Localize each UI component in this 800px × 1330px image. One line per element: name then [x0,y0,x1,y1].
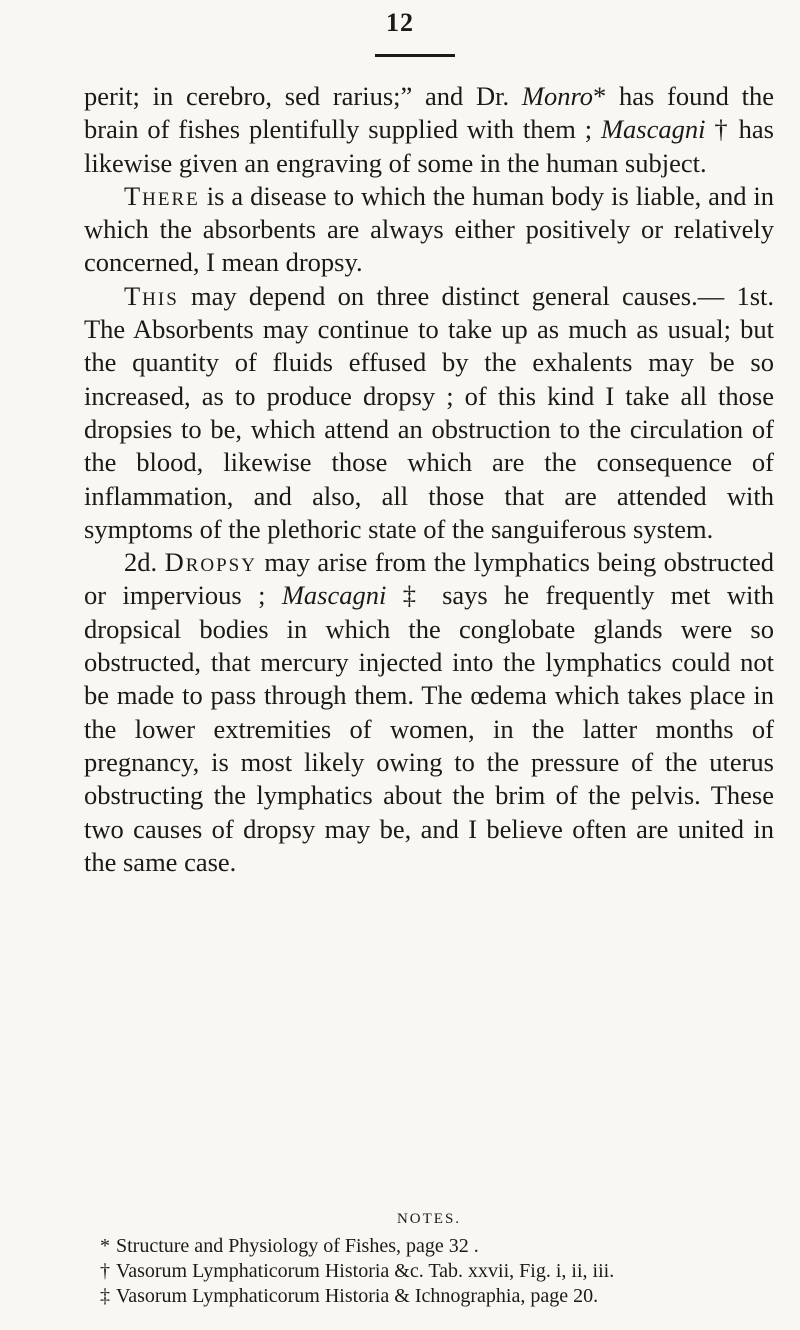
text-run: perit; in cerebro, sed rarius;” and Dr. [84,81,522,111]
italic-text: Mascagni [281,580,387,611]
page-number: 12 [386,8,414,37]
text-run: may arise from the lymphatics being obstructed or impervious ; [84,547,775,611]
footnote-mark: ‡ [100,1285,110,1307]
footnote [84,1259,774,1284]
paragraph [84,280,774,546]
italic-text: Mascagni [600,114,706,145]
paragraph [84,180,774,280]
footnote-text: Vasorum Lymphaticorum Historia &c. Tab. xxvii, Fig. i, ii, iii. [116,1260,615,1282]
header-rule [375,54,455,57]
footnote-text: Vasorum Lymphaticorum Historia & Ichnographia, page 20. [116,1285,599,1307]
text-run: * has found the brain of fishes plentifully supplied with them ; [84,81,774,145]
text-run: † has likewise given an engraving of some in the human subject. [84,114,774,178]
footnote-text: Structure and Physiology of Fishes, page 32 . [116,1235,479,1257]
body-text [84,80,774,879]
paragraph [84,80,774,180]
small-caps-text: There [124,180,200,211]
small-caps-text: This [124,280,179,311]
text-run: may depend on three distinct general causes.— 1st. The Absorbents may continue to take up as much as usual; but the quantity of fluids effused by the exhalents may be so increased, as to produce dropsy ; of this kind I take all those dropsies to be, which attend an obstruction to the circulation of the blood, likewise those which are the consequence of inflammation, and also, all those that are attended with symptoms of the plethoric state of the sanguiferous system. [84,280,774,544]
paragraph [84,546,774,879]
footnote-mark: † [100,1260,110,1282]
text-run: 2d. [124,547,165,578]
italic-text: Monro [521,81,594,111]
footnote [84,1284,774,1309]
notes-heading: NOTES. [396,1211,462,1227]
footnotes [84,1207,774,1309]
small-caps-text: Dropsy [164,547,257,578]
text-run: ‡ says he frequently met with dropsical bodies in which the conglobate glands were so obstructed, that mercury injected into the lymphatics could not be made to pass through them. The œdema which takes place in the lower extremities of women, in the latter months of pregnancy, is most likely owing to the pressure of the uterus obstructing the lymphatics about the brim of the pelvis. These two causes of dropsy may be, and I believe often are united in the same case. [84,580,774,877]
footnote-mark: * [100,1235,110,1257]
footnote [84,1234,774,1259]
text-run: is a disease to which the human body is liable, and in which the absorbents are always either positively or relatively concerned, I mean dropsy. [84,180,774,278]
